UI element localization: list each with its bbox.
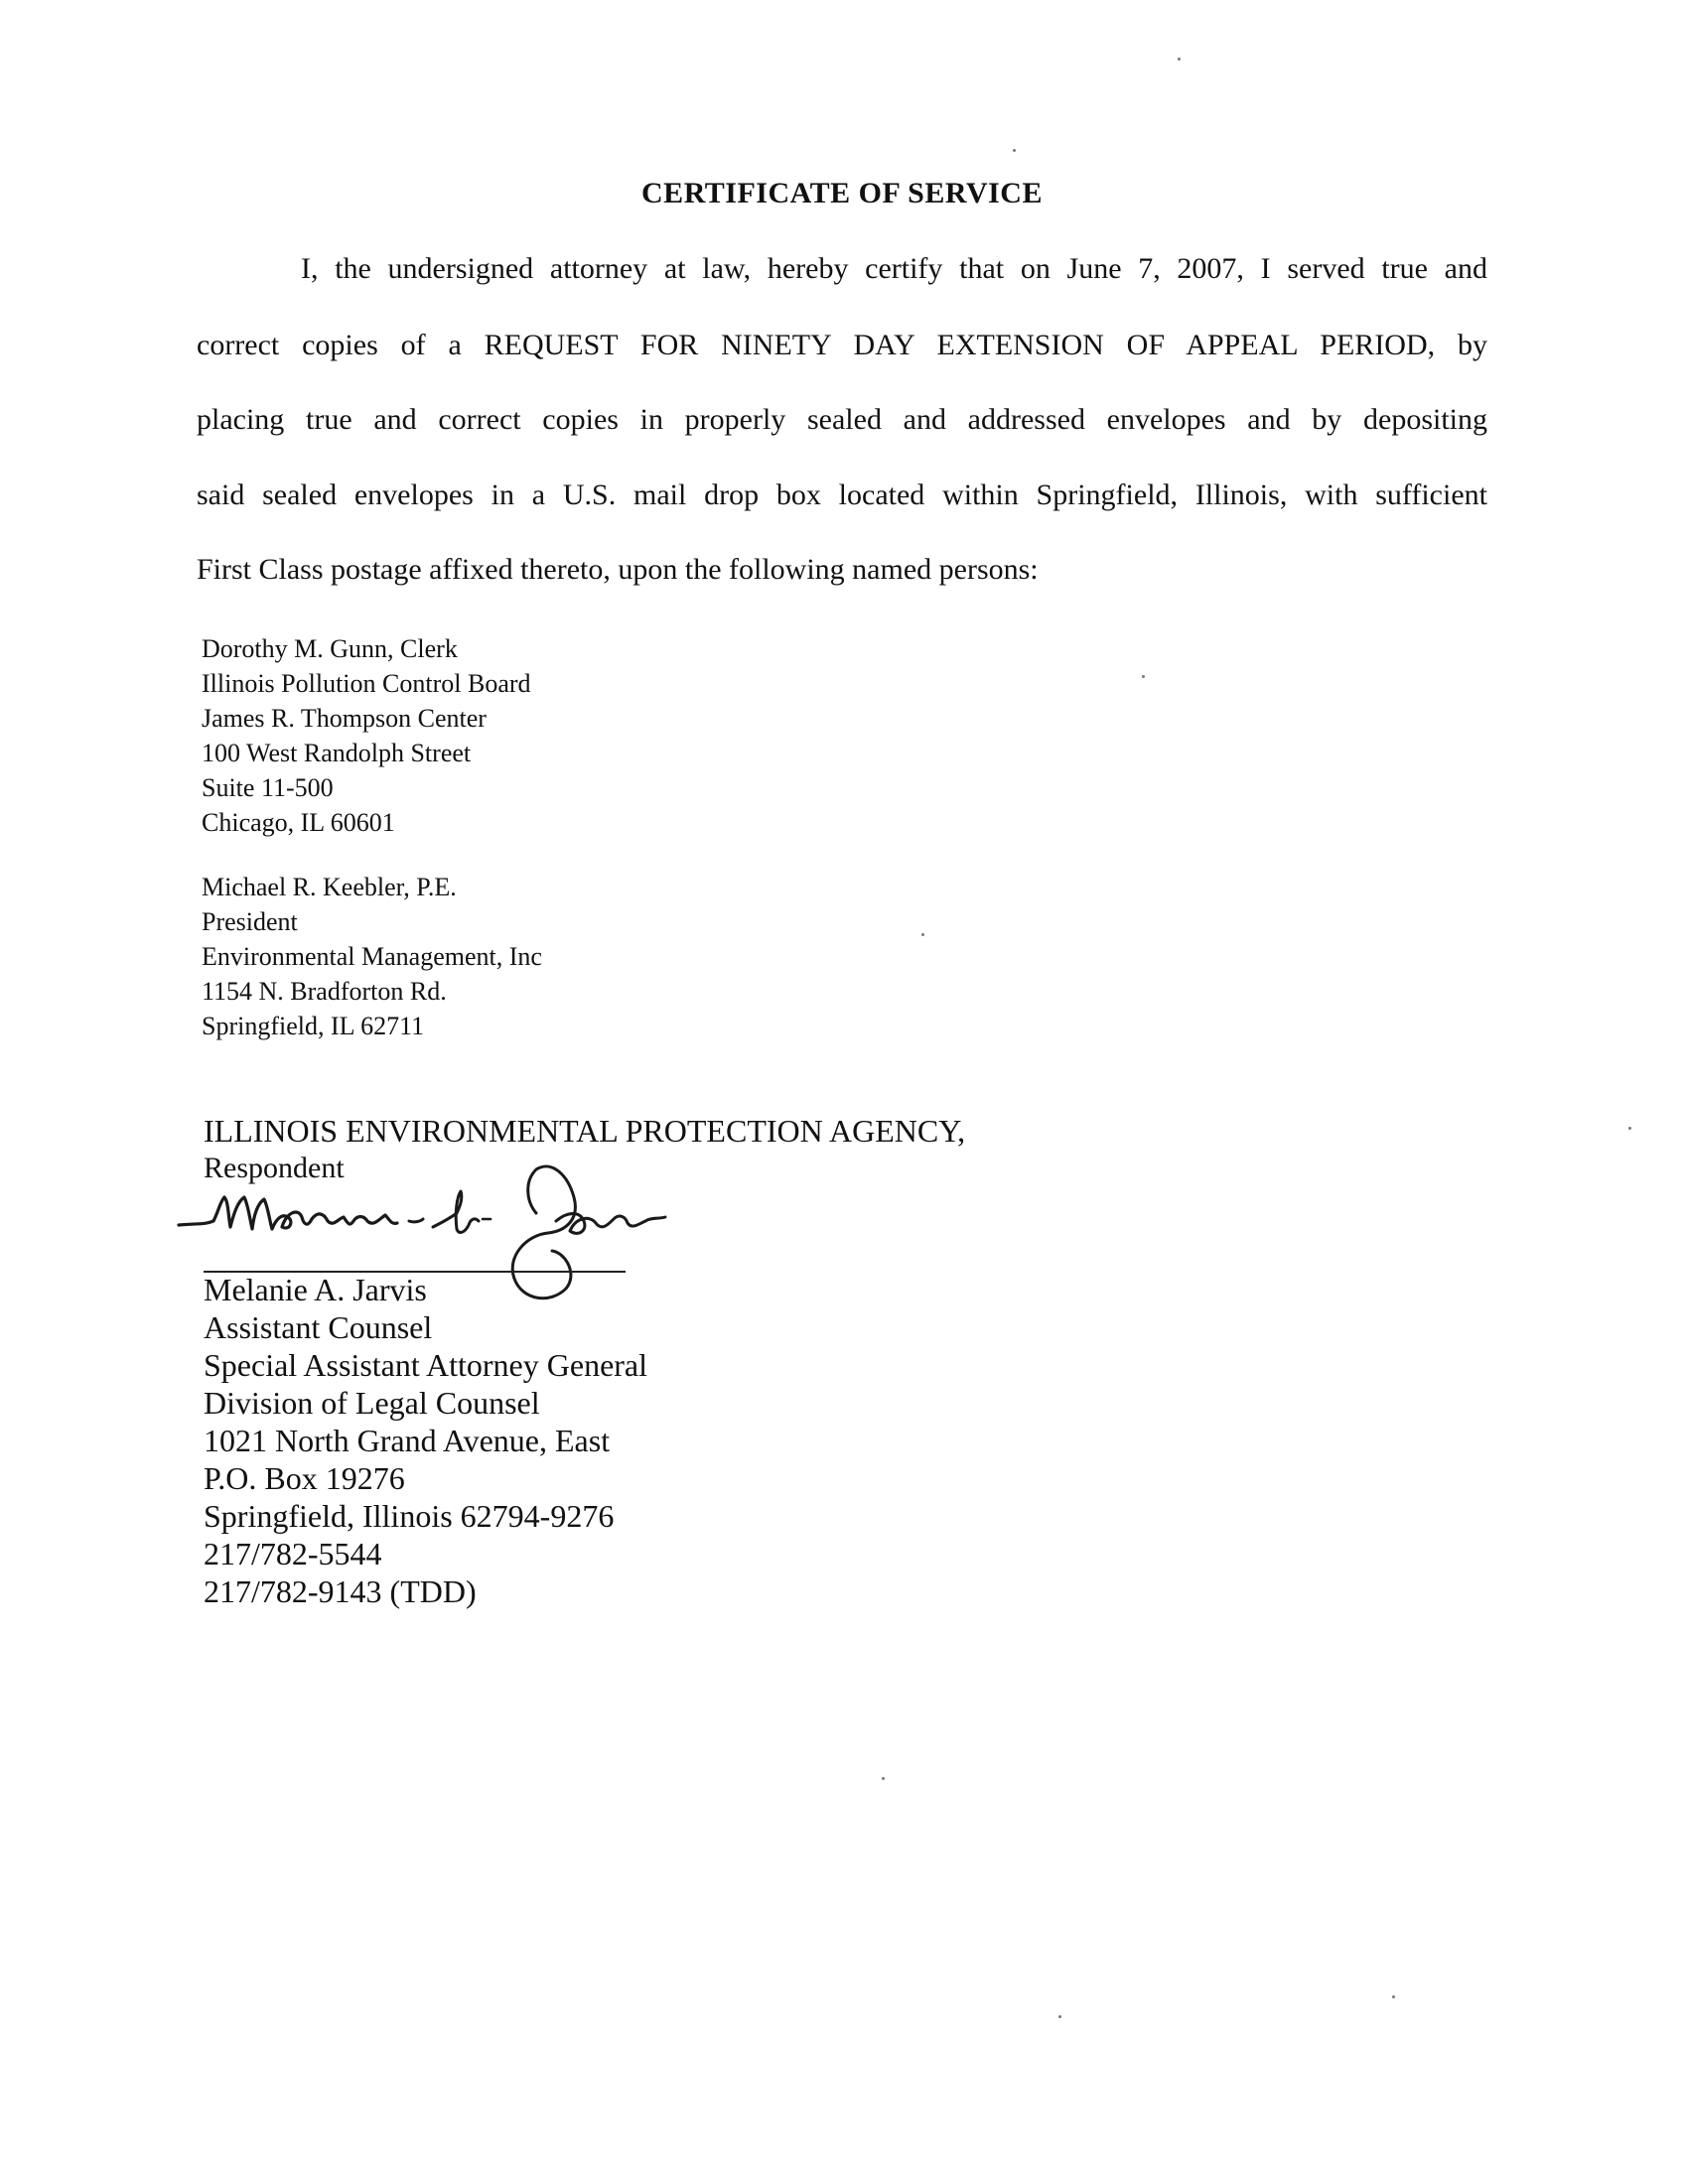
recipient-2-line-1: Michael R. Keebler, P.E.	[202, 873, 457, 901]
certificate-title: CERTIFICATE OF SERVICE	[641, 177, 1043, 209]
recipient-1-line-1: Dorothy M. Gunn, Clerk	[202, 634, 458, 663]
signer-block	[204, 1271, 647, 1610]
scan-speck	[1058, 2015, 1061, 2018]
scan-speck	[1392, 1995, 1395, 1998]
recipient-2-line-5: Springfield, IL 62711	[202, 1012, 425, 1040]
paragraph-line-4: said sealed envelopes in a U.S. mail drop box located within Springfield, Illinois, with sufficient	[197, 478, 1487, 511]
signer-line-5: 1021 North Grand Avenue, East	[204, 1423, 611, 1458]
signer-line-9: 217/782-9143 (TDD)	[204, 1573, 477, 1609]
signer-line-8: 217/782-5544	[204, 1536, 382, 1571]
scan-speck	[1013, 149, 1016, 152]
paragraph-line-2: correct copies of a REQUEST FOR NINETY DAY EXTENSION OF APPEAL PERIOD, by	[197, 329, 1487, 361]
recipient-address-2	[202, 870, 542, 1043]
scan-speck	[1628, 1127, 1631, 1130]
recipient-1-line-5: Suite 11-500	[202, 773, 334, 802]
scan-speck	[1142, 675, 1145, 678]
recipient-1-line-4: 100 West Randolph Street	[202, 739, 472, 767]
agency-role: Respondent	[204, 1152, 345, 1184]
signer-line-2: Assistant Counsel	[204, 1309, 433, 1345]
agency-name: ILLINOIS ENVIRONMENTAL PROTECTION AGENCY,	[204, 1113, 966, 1149]
signer-line-4: Division of Legal Counsel	[204, 1385, 540, 1421]
scan-speck	[1178, 58, 1181, 61]
scan-speck	[921, 933, 924, 936]
signer-line-6: P.O. Box 19276	[204, 1460, 405, 1496]
recipient-address-1	[202, 631, 531, 840]
recipient-2-line-4: 1154 N. Bradforton Rd.	[202, 977, 447, 1006]
signer-line-1: Melanie A. Jarvis	[204, 1272, 427, 1307]
signer-line-3: Special Assistant Attorney General	[204, 1347, 648, 1383]
recipient-2-line-2: President	[202, 907, 298, 936]
paragraph-line-1: I, the undersigned attorney at law, hereby certify that on June 7, 2007, I served true and	[301, 252, 1487, 285]
scan-speck	[882, 1777, 885, 1780]
recipient-1-line-6: Chicago, IL 60601	[202, 808, 395, 837]
paragraph-line-3: placing true and correct copies in properly sealed and addressed envelopes and by depositing	[197, 403, 1487, 436]
recipient-1-line-3: James R. Thompson Center	[202, 704, 487, 733]
page-title	[0, 177, 1684, 210]
recipient-1-line-2: Illinois Pollution Control Board	[202, 669, 531, 698]
paragraph-line-5: First Class postage affixed thereto, upon the following named persons:	[197, 553, 1039, 586]
signer-line-7: Springfield, Illinois 62794-9276	[204, 1498, 615, 1534]
recipient-2-line-3: Environmental Management, Inc	[202, 942, 542, 971]
